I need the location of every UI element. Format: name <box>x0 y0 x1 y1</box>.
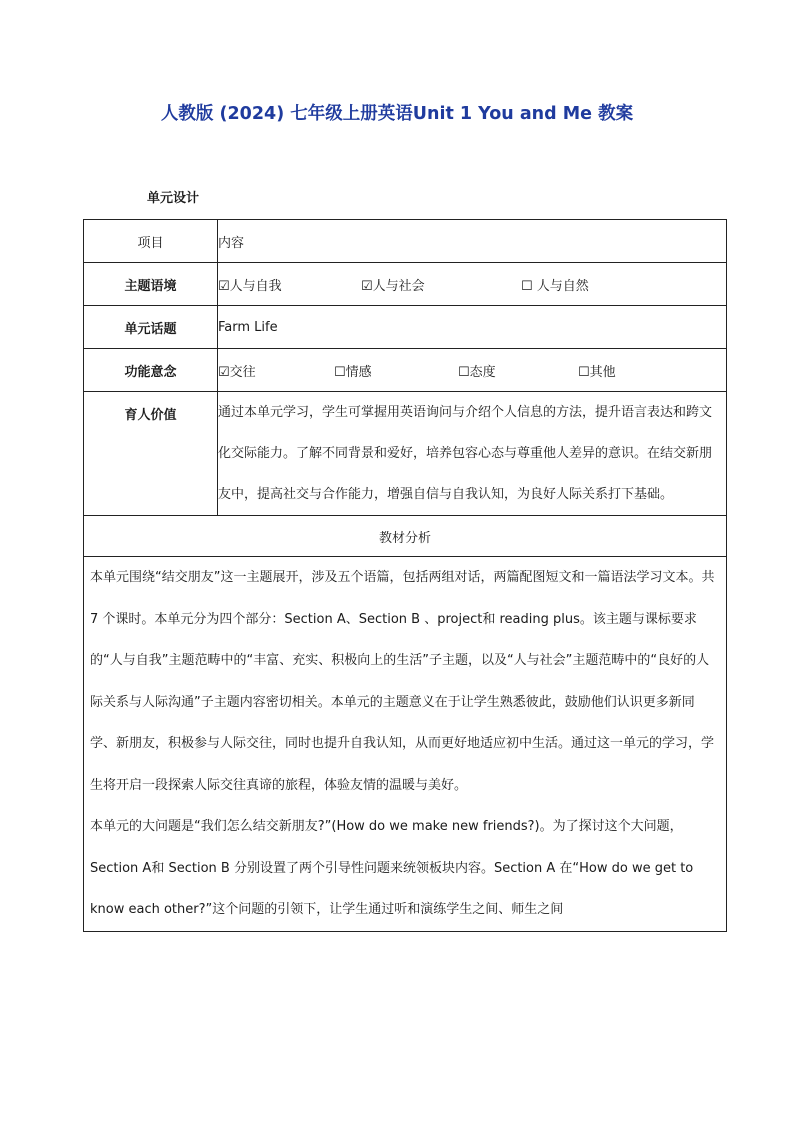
function-option-other: ☐其他 <box>578 364 616 380</box>
table-row-analysis <box>84 557 727 932</box>
section-heading: 单元设计 <box>147 191 200 206</box>
analysis-heading: 教材分析 <box>84 516 727 557</box>
unit-design-table <box>83 219 727 932</box>
header-item-cell: 项目 <box>84 220 218 263</box>
document-title: 人教版 (2024) 七年级上册英语Unit 1 You and Me 教案 <box>160 104 634 124</box>
table-row-theme <box>84 263 727 306</box>
function-options <box>218 349 727 392</box>
theme-options <box>218 263 727 306</box>
table-row-topic <box>84 306 727 349</box>
value-label: 育人价值 <box>84 392 218 516</box>
function-option-emotion: ☐情感 <box>334 364 372 380</box>
analysis-paragraph-1: 本单元围绕“结交朋友”这一主题展开，涉及五个语篇，包括两组对话，两篇配图短文和一篇语法学习文本。共 7 个课时。本单元分为四个部分：Section A、Section B 、project和 reading plus。该主题与课标要求的“人与自我”主题范畴中的“丰富、充实、积极向上的生活”子主题，以及“人与社会”主题范畴中的“良好的人际关系与人际沟通”子主题内容密切相关。本单元的主题意义在于让学生熟悉彼此，鼓励他们认识更多新同学、新朋友，积极参与人际交往，同时也提升自我认知，从而更好地适应初中生活。通过这一单元的学习，学生将开启一段探索人际交往真谛的旅程，体验友情的温暖与美好。 <box>90 570 715 793</box>
value-text: 通过本单元学习，学生可掌握用英语询问与介绍个人信息的方法，提升语言表达和跨文化交际能力。了解不同背景和爱好，培养包容心态与尊重他人差异的意识。在结交新朋友中，提高社交与合作能力，增强自信与自我认知，为良好人际关系打下基础。 <box>218 405 713 502</box>
topic-value: Farm Life <box>218 306 727 349</box>
theme-option-nature: ☐ 人与自然 <box>521 278 589 294</box>
analysis-paragraph-2: 本单元的大问题是“我们怎么结交新朋友?”(How do we make new friends?)。为了探讨这个大问题，Section A和 Section B 分别设置了两个引导性问题来统领板块内容。Section A 在“How do we get to know each other?”这个问题的引领下，让学生通过听和演练学生之间、师生之间 <box>90 819 694 917</box>
analysis-cell <box>84 557 727 932</box>
table-row-analysis-heading <box>84 516 727 557</box>
function-option-attitude: ☐态度 <box>458 364 496 380</box>
function-label: 功能意念 <box>84 349 218 392</box>
theme-option-self: ☑人与自我 <box>218 278 282 294</box>
table-row-value <box>84 392 727 516</box>
value-text-cell <box>218 392 727 516</box>
table-row-header <box>84 220 727 263</box>
theme-label: 主题语境 <box>84 263 218 306</box>
theme-option-society: ☑人与社会 <box>361 278 425 294</box>
table-row-function <box>84 349 727 392</box>
header-content-cell: 内容 <box>218 220 727 263</box>
topic-label: 单元话题 <box>84 306 218 349</box>
function-option-communication: ☑交往 <box>218 364 256 380</box>
